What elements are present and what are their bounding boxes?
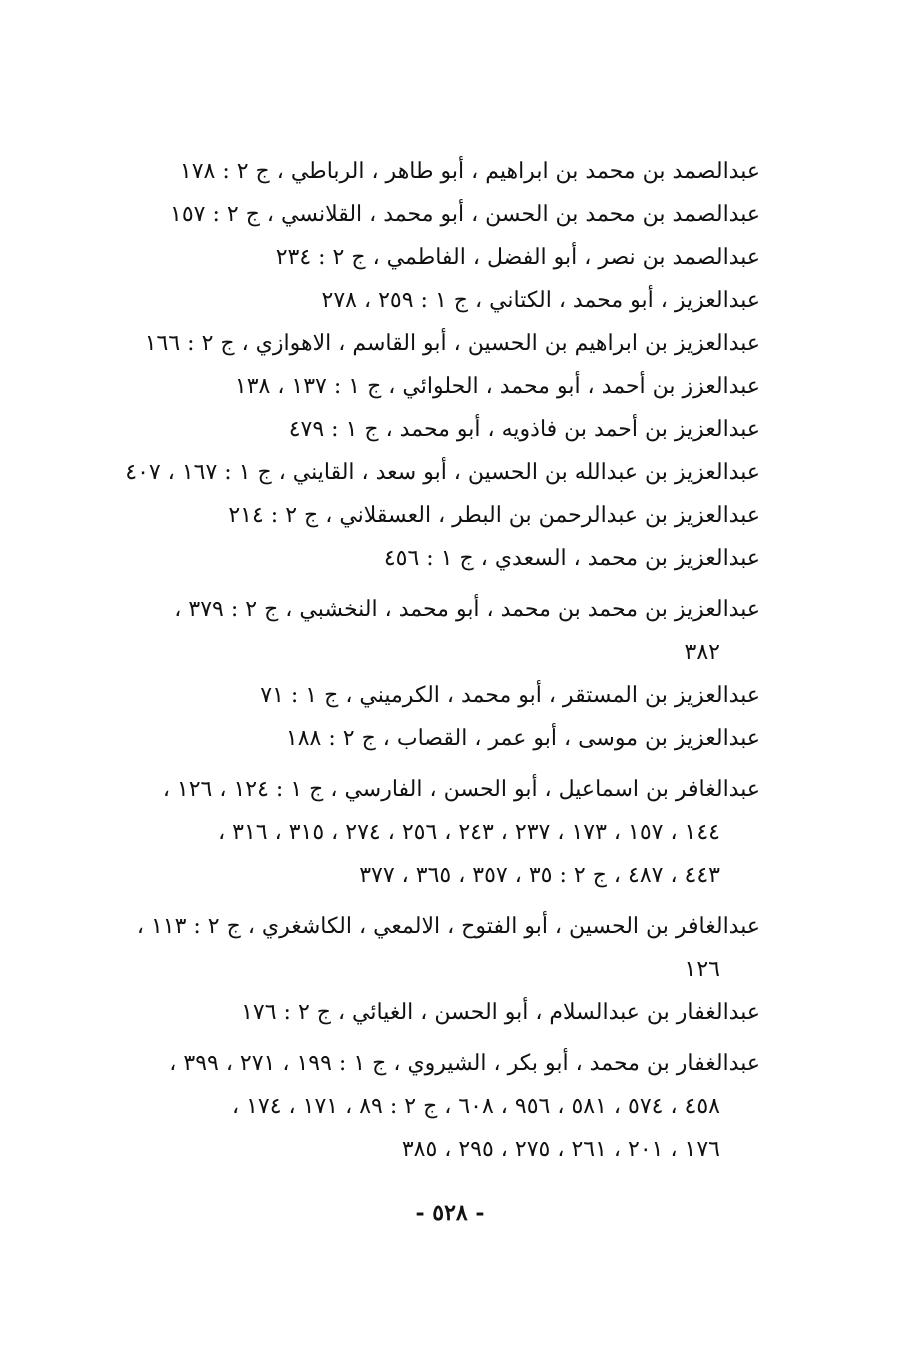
entry-line: عبدالعزز بن أحمد ، أبو محمد ، الحلوائي ، ج ١ : ١٣٧ ، ١٣٨: [234, 374, 760, 399]
index-entry: [100, 279, 760, 322]
index-entry: [100, 674, 760, 717]
entry-line: عبدالغافر بن الحسين ، أبو الفتوح ، الالمعي ، الكاشغري ، ج ٢ : ١١٣ ،: [136, 914, 760, 939]
entry-line: عبدالصمد بن محمد بن ابراهيم ، أبو طاهر ، الرباطي ، ج ٢ : ١٧٨: [179, 159, 760, 184]
entry-line: عبدالعزيز بن محمد ، السعدي ، ج ١ : ٤٥٦: [383, 546, 760, 571]
index-entry: [100, 322, 760, 365]
entry-continuation-line: ٤٥٨ ، ٥٧٤ ، ٥٨١ ، ٩٥٦ ، ٦٠٨ ، ج ٢ : ٨٩ ، ١٧١ ، ١٧٤ ،: [232, 1094, 720, 1119]
entry-continuation-line: ٤٤٣ ، ٤٨٧ ، ج ٢ : ٣٥ ، ٣٥٧ ، ٣٦٥ ، ٣٧٧: [359, 863, 720, 888]
entry-line: عبدالغفار بن عبدالسلام ، أبو الحسن ، الغيائي ، ج ٢ : ١٧٦: [241, 1000, 760, 1025]
entry-line: عبدالغافر بن اسماعيل ، أبو الحسن ، الفارسي ، ج ١ : ١٢٤ ، ١٢٦ ،: [162, 777, 760, 802]
entry-line: عبدالعزيز بن ابراهيم بن الحسين ، أبو القاسم ، الاهوازي ، ج ٢ : ١٦٦: [144, 331, 760, 356]
entry-continuation-line: ١٧٦ ، ٢٠١ ، ٢٦١ ، ٢٧٥ ، ٢٩٥ ، ٣٨٥: [401, 1137, 720, 1162]
entry-continuation-line: ٣٨٢: [684, 640, 720, 665]
entry-line: عبدالصمد بن نصر ، أبو الفضل ، الفاطمي ، ج ٢ : ٢٣٤: [275, 245, 760, 270]
index-entry: [100, 408, 760, 451]
entry-line: عبدالعزيز ، أبو محمد ، الكتاني ، ج ١ : ٢٥٩ ، ٢٧٨: [321, 288, 760, 313]
index-entry: [100, 1042, 760, 1171]
index-entry: [100, 717, 760, 760]
index-entry: [100, 991, 760, 1034]
index-entries: [100, 150, 760, 1171]
entry-line: عبدالغفار بن محمد ، أبو بكر ، الشيروي ، ج ١ : ١٩٩ ، ٢٧١ ، ٣٩٩ ،: [169, 1051, 760, 1076]
index-entry: [100, 768, 760, 897]
entry-continuation-line: ١٢٦: [684, 957, 720, 982]
index-entry: [100, 365, 760, 408]
index-entry: [100, 588, 760, 674]
index-entry: [100, 236, 760, 279]
page-number: - ٥٢٨ -: [415, 1200, 485, 1226]
entry-line: عبدالعزيز بن محمد بن محمد ، أبو محمد ، النخشبي ، ج ٢ : ٣٧٩ ،: [174, 597, 760, 622]
index-entry: [100, 451, 760, 494]
entry-line: عبدالعزيز بن أحمد بن فاذويه ، أبو محمد ، ج ١ : ٤٧٩: [288, 417, 760, 442]
entry-line: عبدالصمد بن محمد بن الحسن ، أبو محمد ، القلانسي ، ج ٢ : ١٥٧: [170, 202, 760, 227]
index-entry: [100, 193, 760, 236]
entry-continuation-line: ١٤٤ ، ١٥٧ ، ١٧٣ ، ٢٣٧ ، ٢٤٣ ، ٢٥٦ ، ٢٧٤ ، ٣١٥ ، ٣١٦ ،: [218, 820, 720, 845]
entry-line: عبدالعزيز بن عبدالرحمن بن البطر ، العسقلاني ، ج ٢ : ٢١٤: [228, 503, 760, 528]
index-entry: [100, 905, 760, 991]
entry-line: عبدالعزيز بن عبدالله بن الحسين ، أبو سعد ، القايني ، ج ١ : ١٦٧ ، ٤٠٧: [125, 460, 760, 485]
index-entry: [100, 537, 760, 580]
entry-line: عبدالعزيز بن موسى ، أبو عمر ، القصاب ، ج ٢ : ١٨٨: [285, 726, 760, 751]
entry-line: عبدالعزيز بن المستقر ، أبو محمد ، الكرميني ، ج ١ : ٧١: [260, 683, 760, 708]
index-entry: [100, 494, 760, 537]
index-entry: [100, 150, 760, 193]
